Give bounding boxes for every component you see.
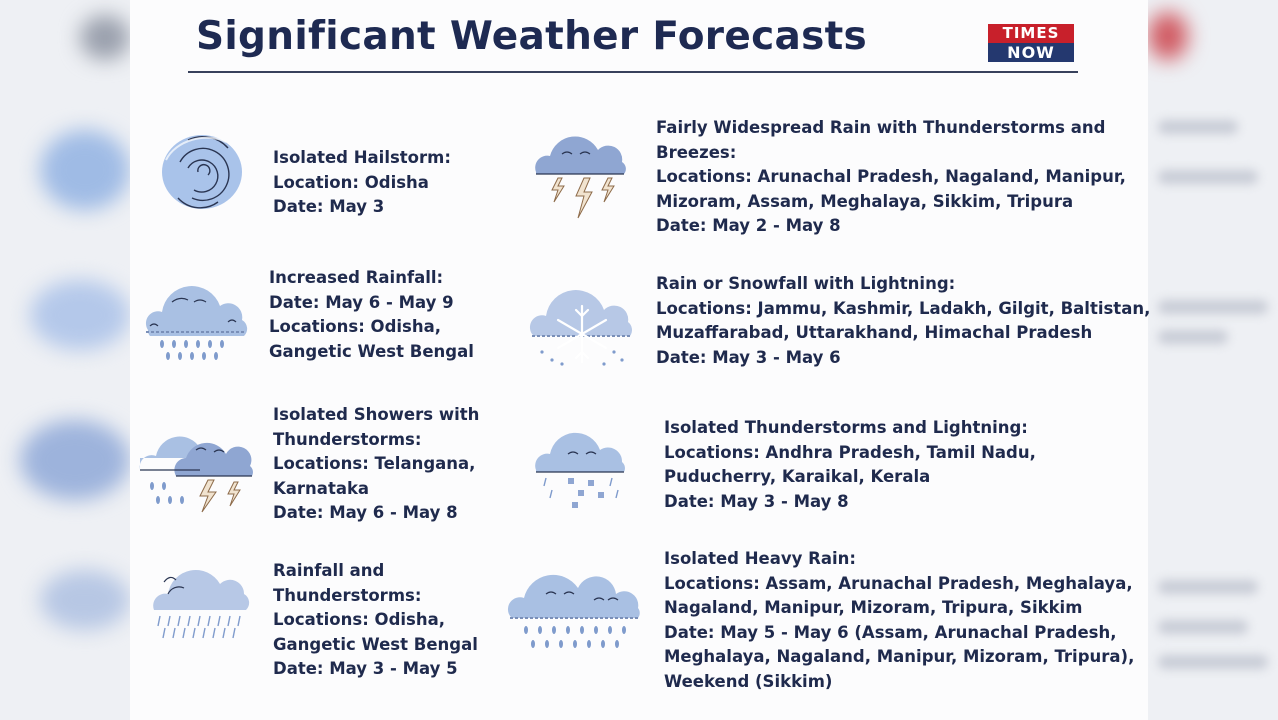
forecast-card xyxy=(130,0,1151,720)
text-line: Date: May 3 - May 5 xyxy=(273,659,458,679)
text-line: Isolated Thunderstorms and Lightning: xyxy=(664,418,1028,437)
text-line: Rainfall and xyxy=(273,561,385,580)
logo-bottom-text: NOW xyxy=(988,43,1074,62)
text-line: Isolated Heavy Rain: xyxy=(664,549,856,568)
thunderstorm-clouds-icon xyxy=(136,420,258,518)
text-line: Locations: Jammu, Kashmir, Ladakh, Gilgit, Baltistan, xyxy=(656,298,1151,318)
text-line: Rain or Snowfall with Lightning: xyxy=(656,274,956,293)
logo-top-text: TIMES xyxy=(988,24,1074,43)
text-line: Karnataka xyxy=(273,478,370,498)
heavy-rain-clouds-icon xyxy=(506,560,642,658)
times-now-logo xyxy=(988,24,1074,62)
text-line: Locations: Telangana, xyxy=(273,454,476,474)
text-line: Date: May 3 - May 6 xyxy=(656,347,841,367)
text-line: Puducherry, Karaikal, Kerala xyxy=(664,467,931,487)
forecast-text-increased-rainfall xyxy=(269,266,474,364)
text-line: Date: May 6 - May 8 xyxy=(273,503,458,523)
text-line: Locations: Assam, Arunachal Pradesh, Meghalaya, xyxy=(664,573,1133,593)
title-divider xyxy=(188,71,1078,73)
text-line: Date: May 2 - May 8 xyxy=(656,216,841,236)
text-line: Locations: Odisha, xyxy=(273,610,446,630)
text-line: Thunderstorms: xyxy=(273,585,422,605)
text-line: Date: May 3 - May 8 xyxy=(664,491,849,511)
text-line: Locations: Arunachal Pradesh, Nagaland, Manipur, xyxy=(656,167,1126,187)
text-line: Location: Odisha xyxy=(273,172,429,192)
page-title: Significant Weather Forecasts xyxy=(196,14,868,59)
text-line: Fairly Widespread Rain with Thunderstorms and xyxy=(656,118,1106,137)
rain-cloud-icon xyxy=(142,272,250,368)
thunder-cloud-icon xyxy=(532,132,630,226)
text-line: Isolated Hailstorm: xyxy=(273,148,451,167)
text-line: Nagaland, Manipur, Mizoram, Tripura, Sikkim xyxy=(664,598,1083,618)
forecast-text-rain-snowfall xyxy=(656,272,1150,370)
text-line: Isolated Showers with xyxy=(273,405,480,424)
left-blurred-backdrop xyxy=(0,0,130,720)
forecast-text-hailstorm xyxy=(273,146,451,220)
text-line: Increased Rainfall: xyxy=(269,268,444,287)
text-line: Locations: Andhra Pradesh, Tamil Nadu, xyxy=(664,442,1036,462)
forecast-text-widespread-rain xyxy=(656,116,1126,239)
text-line: Meghalaya, Nagaland, Manipur, Mizoram, Tripura), xyxy=(664,647,1135,667)
snow-cloud-icon xyxy=(528,278,634,372)
text-line: Muzaffarabad, Uttarakhand, Himachal Pradesh xyxy=(656,323,1093,343)
text-line: Mizoram, Assam, Meghalaya, Sikkim, Tripura xyxy=(656,191,1074,211)
text-line: Weekend (Sikkim) xyxy=(664,671,833,691)
text-line: Date: May 6 - May 9 xyxy=(269,292,454,312)
forecast-text-isolated-showers xyxy=(273,403,479,526)
right-blurred-backdrop xyxy=(1148,0,1278,720)
forecast-text-heavy-rain xyxy=(664,547,1134,695)
text-line: Date: May 5 - May 6 (Assam, Arunachal Pradesh, xyxy=(664,622,1117,642)
hail-cloud-icon xyxy=(532,428,628,516)
text-line: Date: May 3 xyxy=(273,197,385,217)
drizzle-cloud-icon xyxy=(150,560,250,646)
text-line: Gangetic West Bengal xyxy=(273,634,478,654)
text-line: Breezes: xyxy=(656,142,737,162)
text-line: Gangetic West Bengal xyxy=(269,341,474,361)
cyclone-icon xyxy=(158,130,246,218)
text-line: Locations: Odisha, xyxy=(269,317,442,337)
forecast-text-isolated-thunderstorms xyxy=(664,416,1036,514)
text-line: Thunderstorms: xyxy=(273,429,422,449)
forecast-text-rainfall-thunderstorms xyxy=(273,559,478,682)
